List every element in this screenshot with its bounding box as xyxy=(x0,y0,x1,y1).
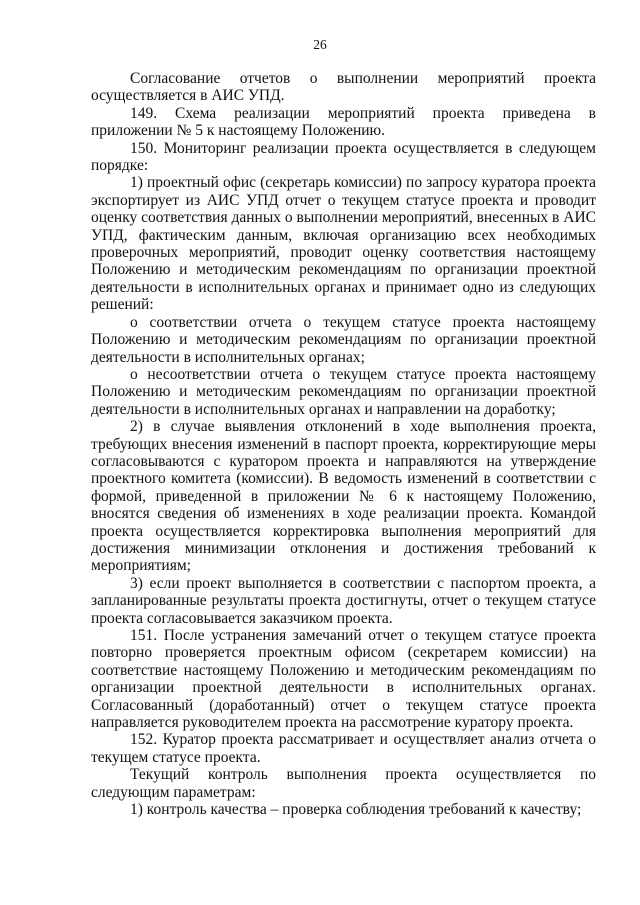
paragraph: Текущий контроль выполнения проекта осуществляется по следующим параметрам: xyxy=(91,766,596,801)
list-item: 1) контроль качества – проверка соблюдения требований к качеству; xyxy=(130,801,582,819)
paragraph: 150. Мониторинг реализации проекта осуществляется в следующем порядке: xyxy=(91,139,596,175)
document-body xyxy=(91,70,596,818)
list-item: о соответствии отчета о текущем статусе проекта настоящему Положению и методическим рекомендациям по организации проектной деятельности в исполнительных органах; xyxy=(91,313,596,366)
list-item: о несоответствии отчета о текущем статусе проекта настоящему Положению и методическим рекомендациям по организации проектной деятельности в исполнительных органах и направлении на доработку; xyxy=(91,365,596,418)
list-item: 3) если проект выполняется в соответствии с паспортом проекта, а запланированные результаты проекта достигнуты, отчет о текущем статусе проекта согласовывается заказчиком проекта. xyxy=(91,574,596,627)
list-item: 2) в случае выявления отклонений в ходе выполнения проекта, требующих внесения изменений в паспорт проекта, корректирующие меры согласовываются с куратором проекта и направляются на утверждение проектного комитета (комиссии). В ведомость изменений в соответствии с формой, приведенной в приложении № 6 к настоящему Положению, вносятся сведения об изменениях в ходе реализации проекта. Командой проекта осуществляется корректировка выполнения мероприятий для достижения минимизации отклонения и достижения требований к мероприятиям; xyxy=(91,418,596,575)
page-number: 26 xyxy=(313,37,327,52)
paragraph: 151. После устранения замечаний отчет о текущем статусе проекта повторно проверяется проектным офисом (секретарем комиссии) на соответствие настоящему Положению и методическим рекомендациям по организации проектной деятельности в исполнительных органах. Согласованный (доработанный) отчет о текущем статусе проекта направляется руководителем проекта на рассмотрение куратору проекта. xyxy=(91,627,596,732)
list-item: 1) проектный офис (секретарь комиссии) по запросу куратора проекта экспортирует из АИС УПД отчет о текущем статусе проекта и проводит оценку соответствия данных о выполнении мероприятий, внесенных в АИС УПД, фактическим данным, включая организацию всех необходимых проверочных мероприятий, проводит оценку соответствия настоящему Положению и методическим рекомендациям по организации проектной деятельности в исполнительных органах и принимает одно из следующих решений: xyxy=(91,174,596,314)
paragraph: Согласование отчетов о выполнении мероприятий проекта осуществляется в АИС УПД. xyxy=(91,70,596,105)
paragraph: 149. Схема реализации мероприятий проекта приведена в приложении № 5 к настоящему Положению. xyxy=(91,104,596,140)
paragraph: 152. Куратор проекта рассматривает и осуществляет анализ отчета о текущем статусе проекта. xyxy=(91,731,596,766)
